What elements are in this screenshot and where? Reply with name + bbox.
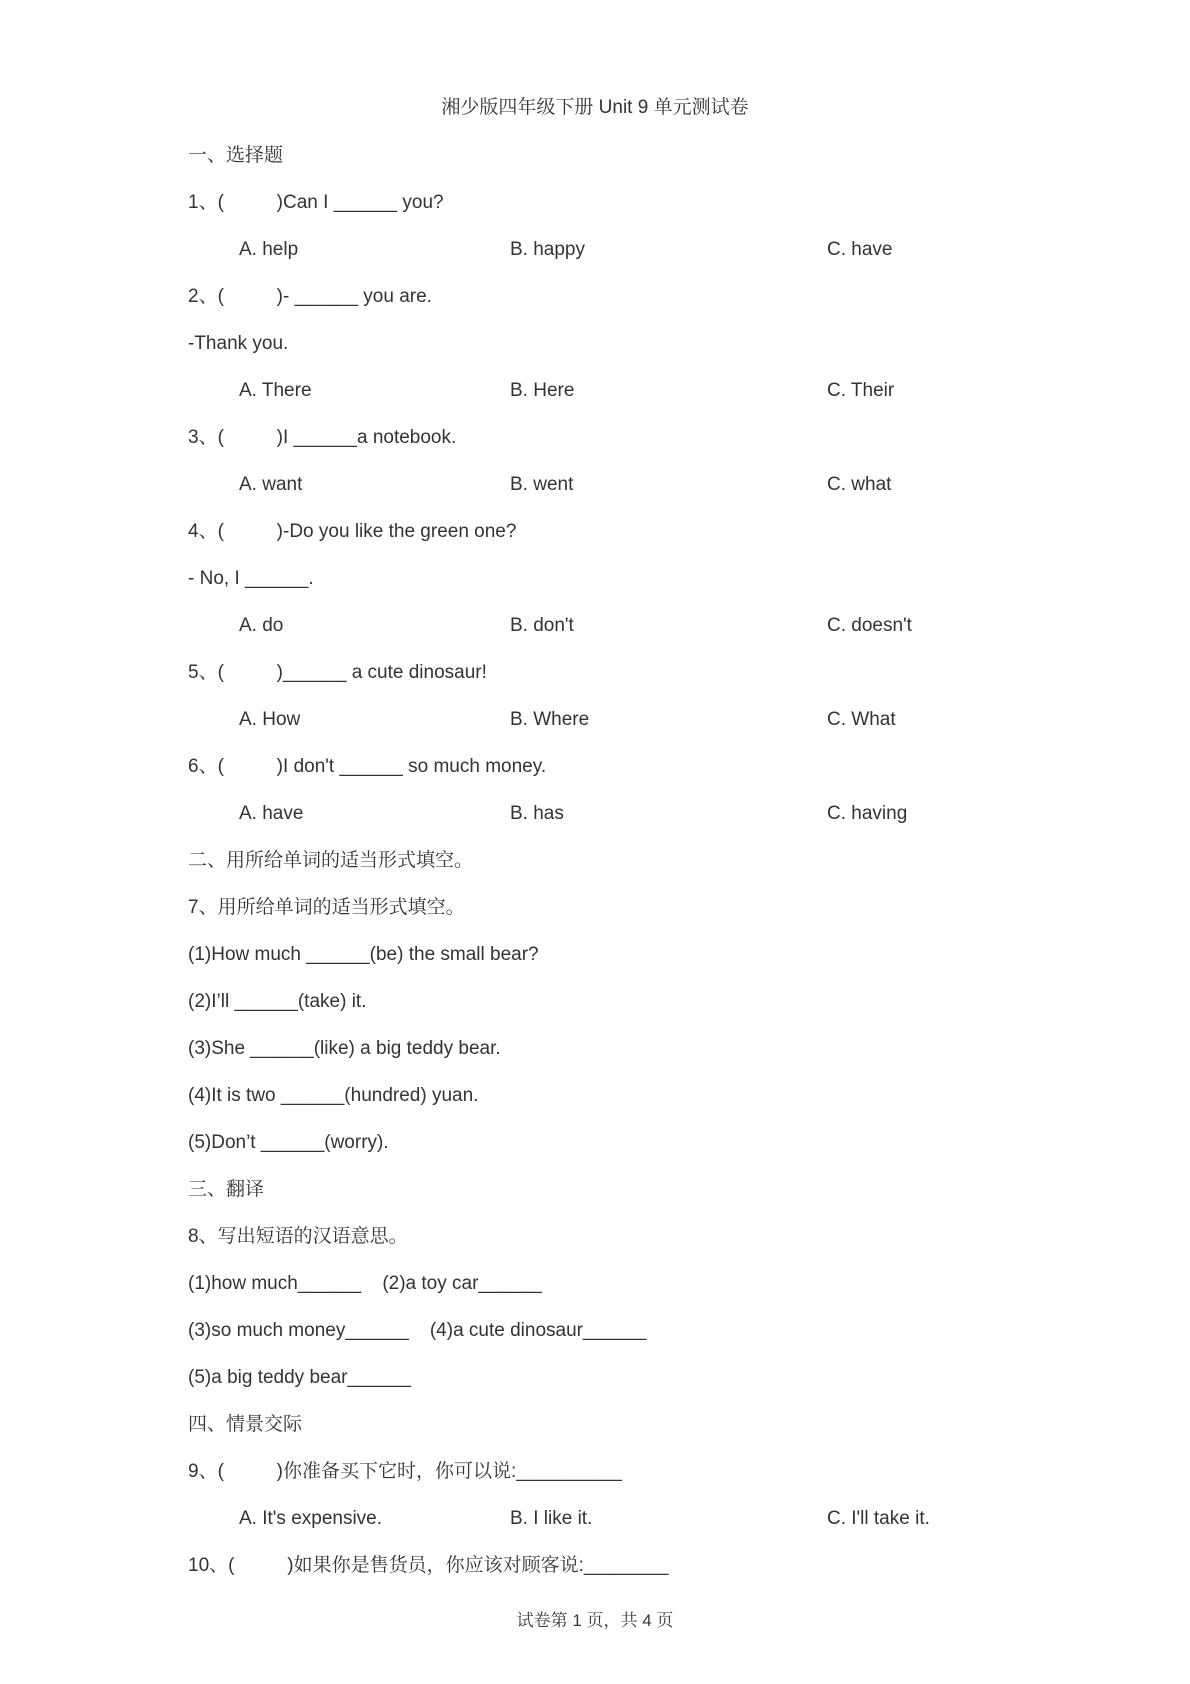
question-8-row-1: (1)how much______ (2)a toy car______: [188, 1273, 542, 1294]
question-6-option-b: B. has: [510, 803, 564, 824]
question-9-stem: 9、( )你准备买下它时，你可以说:__________: [188, 1461, 622, 1482]
section2-heading: 二、用所给单词的适当形式填空。: [188, 850, 474, 871]
question-2-reply: -Thank you.: [188, 333, 289, 354]
question-9-option-c: C. I'll take it.: [827, 1508, 930, 1529]
question-5-options: [0, 708, 1190, 732]
question-2-option-b: B. Here: [510, 380, 575, 401]
question-1-options: [0, 238, 1190, 262]
question-1-option-b: B. happy: [510, 239, 585, 260]
question-5-option-a: A. How: [239, 709, 301, 730]
question-2-option-a: A. There: [239, 380, 312, 401]
question-3-options: [0, 473, 1190, 497]
question-6-options: [0, 802, 1190, 826]
question-3-option-c: C. what: [827, 474, 892, 495]
question-3-option-b: B. went: [510, 474, 574, 495]
question-1-option-c: C. have: [827, 239, 893, 260]
question-8-row-3: (5)a big teddy bear______: [188, 1367, 411, 1388]
question-5-option-c: C. What: [827, 709, 896, 730]
question-7-item-1: (1)How much ______(be) the small bear?: [188, 944, 539, 965]
question-1-stem: 1、( )Can I ______ you?: [188, 192, 444, 213]
question-5-option-b: B. Where: [510, 709, 590, 730]
question-6-option-a: A. have: [239, 803, 304, 824]
question-7-item-5: (5)Don’t ______(worry).: [188, 1132, 389, 1153]
question-7-item-3: (3)She ______(like) a big teddy bear.: [188, 1038, 501, 1059]
question-1-option-a: A. help: [239, 239, 299, 260]
question-10-stem: 10、( )如果你是售货员，你应该对顾客说:________: [188, 1555, 669, 1576]
question-9-option-a: A. It's expensive.: [239, 1508, 383, 1529]
section3-heading: 三、翻译: [188, 1179, 265, 1200]
question-2-option-c: C. Their: [827, 380, 895, 401]
question-6-option-c: C. having: [827, 803, 908, 824]
question-4-options: [0, 614, 1190, 638]
question-4-reply: - No, I ______.: [188, 568, 314, 589]
question-7-stem: 7、用所给单词的适当形式填空。: [188, 897, 465, 918]
question-4-option-c: C. doesn't: [827, 615, 912, 636]
question-3-stem: 3、( )I ______a notebook.: [188, 427, 457, 448]
question-5-stem: 5、( )______ a cute dinosaur!: [188, 662, 487, 683]
page-footer: 试卷第 1 页，共 4 页: [516, 1611, 674, 1630]
page-title: 湘少版四年级下册 Unit 9 单元测试卷: [441, 97, 749, 118]
question-3-option-a: A. want: [239, 474, 303, 495]
question-7-item-4: (4)It is two ______(hundred) yuan.: [188, 1085, 479, 1106]
question-8-row-2: (3)so much money______ (4)a cute dinosaur______: [188, 1320, 647, 1341]
question-8-stem: 8、写出短语的汉语意思。: [188, 1226, 408, 1247]
question-4-option-a: A. do: [239, 615, 284, 636]
question-9-options: [0, 1507, 1190, 1531]
section1-heading: 一、选择题: [188, 145, 284, 166]
section4-heading: 四、情景交际: [188, 1414, 303, 1435]
question-6-stem: 6、( )I don't ______ so much money.: [188, 756, 547, 777]
question-7-item-2: (2)I’ll ______(take) it.: [188, 991, 367, 1012]
question-4-option-b: B. don't: [510, 615, 574, 636]
question-2-stem: 2、( )- ______ you are.: [188, 286, 432, 307]
question-9-option-b: B. I like it.: [510, 1508, 593, 1529]
question-4-stem: 4、( )-Do you like the green one?: [188, 521, 517, 542]
question-2-options: [0, 379, 1190, 403]
